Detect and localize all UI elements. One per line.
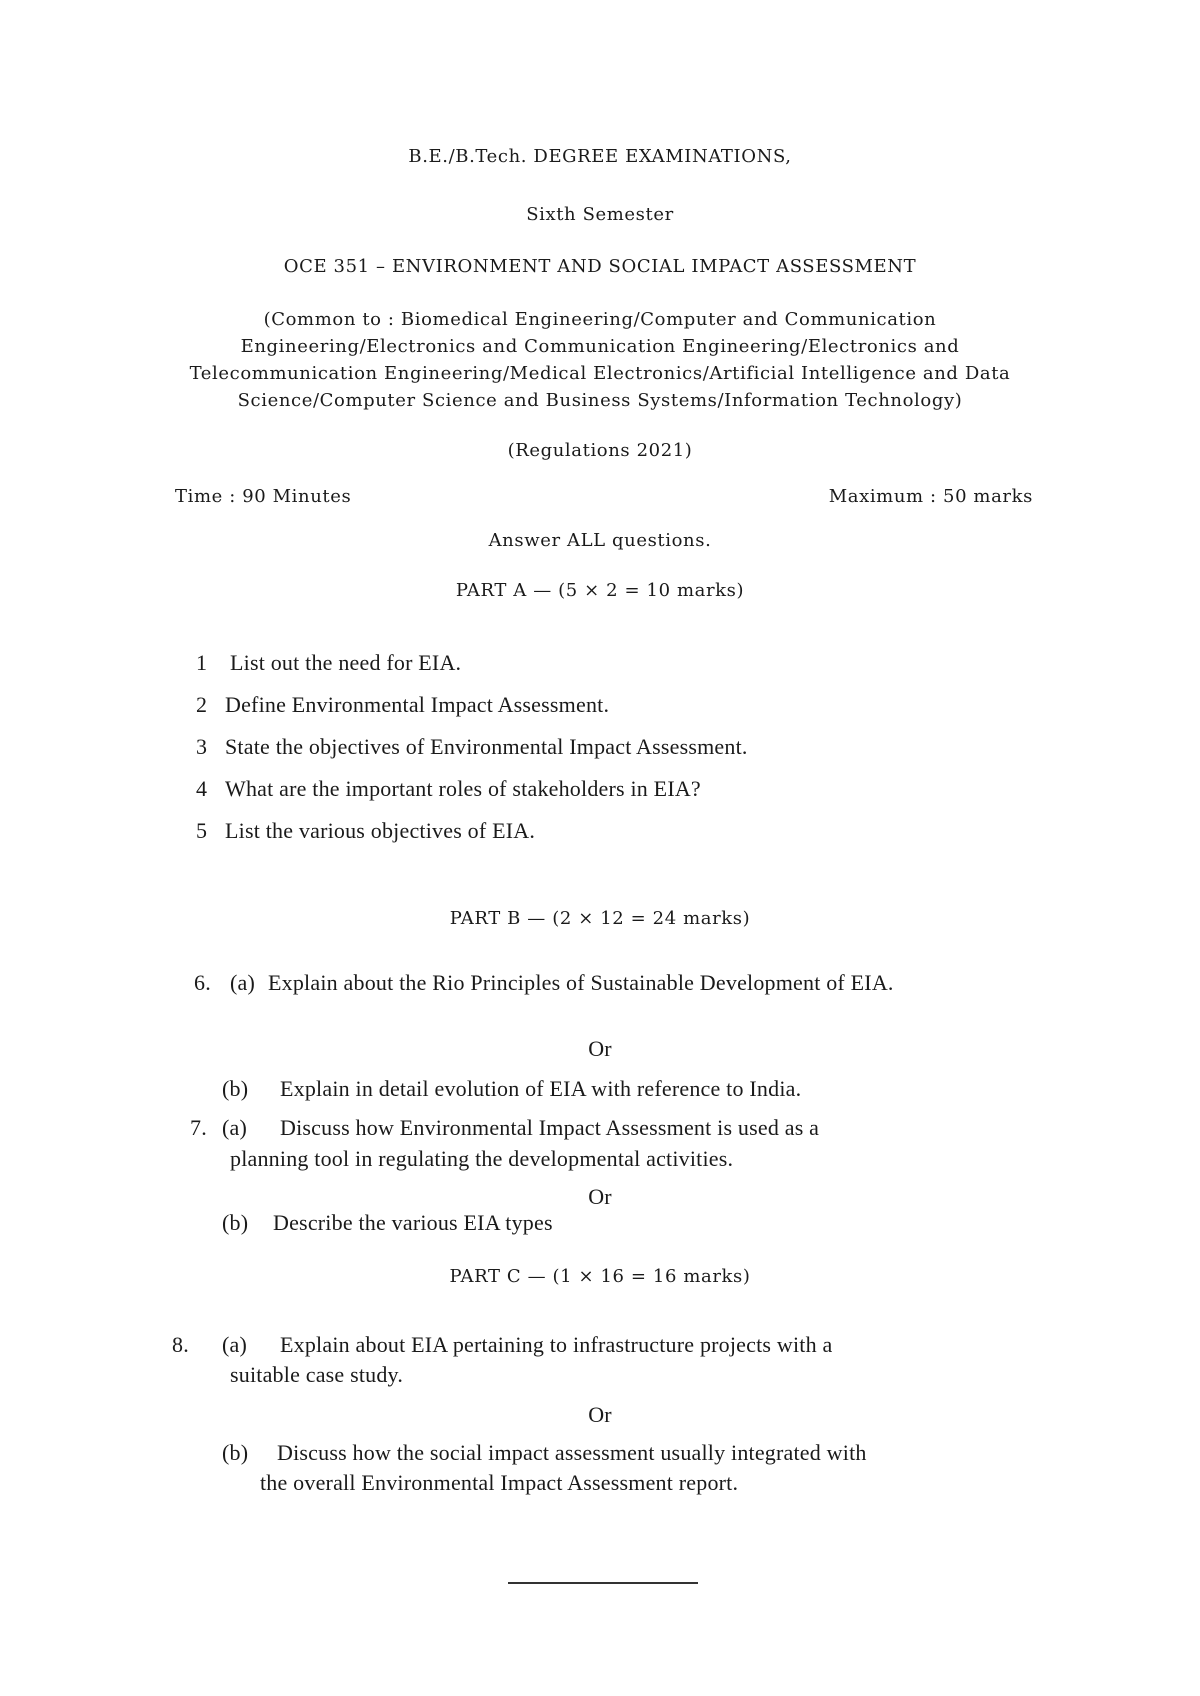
question-number: 2 <box>196 692 208 717</box>
question-number: 8. <box>172 1332 189 1357</box>
option-label: (a) <box>222 1332 248 1357</box>
regulations: (Regulations 2021) <box>507 440 693 461</box>
common-line: Telecommunication Engineering/Medical Electronics/Artificial Intelligence and Data <box>189 363 1011 384</box>
question-number: 4 <box>196 776 208 801</box>
part-c-title: PART C — (1 × 16 = 16 marks) <box>449 1266 751 1287</box>
question-number: 1 <box>196 650 208 675</box>
question-text: Discuss how the social impact assessment usually integrated with <box>277 1440 867 1465</box>
time-label: Time : 90 Minutes <box>175 486 352 507</box>
question-text: the overall Environmental Impact Assessment report. <box>260 1470 739 1495</box>
question-number: 6. <box>194 970 211 995</box>
part-a-title: PART A — (5 × 2 = 10 marks) <box>455 580 745 601</box>
end-rule <box>508 1582 698 1584</box>
question-text: What are the important roles of stakeholders in EIA? <box>225 776 701 801</box>
question-text: State the objectives of Environmental Impact Assessment. <box>225 734 748 759</box>
maximum-marks: Maximum : 50 marks <box>828 486 1033 507</box>
question-number: 7. <box>190 1115 207 1140</box>
option-label: (b) <box>222 1076 249 1101</box>
question-text: List out the need for EIA. <box>230 650 462 675</box>
question-text: List the various objectives of EIA. <box>225 818 536 843</box>
common-line: Science/Computer Science and Business Systems/Information Technology) <box>237 390 963 411</box>
question-text: Explain about the Rio Principles of Sustainable Development of EIA. <box>268 970 894 995</box>
question-number: 3 <box>196 734 208 759</box>
option-label: (a) <box>222 1115 248 1140</box>
common-line: Engineering/Electronics and Communication Engineering/Electronics and <box>240 336 960 357</box>
degree-title: B.E./B.Tech. DEGREE EXAMINATIONS, <box>408 146 792 167</box>
option-label: (b) <box>222 1440 249 1465</box>
question-text: planning tool in regulating the developmental activities. <box>230 1146 734 1171</box>
question-text: Explain about EIA pertaining to infrastructure projects with a <box>280 1332 833 1357</box>
common-line: (Common to : Biomedical Engineering/Computer and Communication <box>263 309 937 330</box>
question-text: Describe the various EIA types <box>273 1210 553 1235</box>
part-b-title: PART B — (2 × 12 = 24 marks) <box>449 908 751 929</box>
option-label: (a) <box>230 970 256 995</box>
instruction: Answer ALL questions. <box>488 530 712 551</box>
or-separator: Or <box>588 1184 612 1209</box>
semester: Sixth Semester <box>526 204 674 225</box>
question-text: Define Environmental Impact Assessment. <box>225 692 610 717</box>
question-number: 5 <box>196 818 208 843</box>
option-label: (b) <box>222 1210 249 1235</box>
course-title: OCE 351 – ENVIRONMENT AND SOCIAL IMPACT ASSESSMENT <box>283 256 917 277</box>
question-text: Explain in detail evolution of EIA with reference to India. <box>280 1076 802 1101</box>
question-text: Discuss how Environmental Impact Assessment is used as a <box>280 1115 820 1140</box>
or-separator: Or <box>588 1036 612 1061</box>
or-separator: Or <box>588 1402 612 1427</box>
question-text: suitable case study. <box>230 1362 404 1387</box>
